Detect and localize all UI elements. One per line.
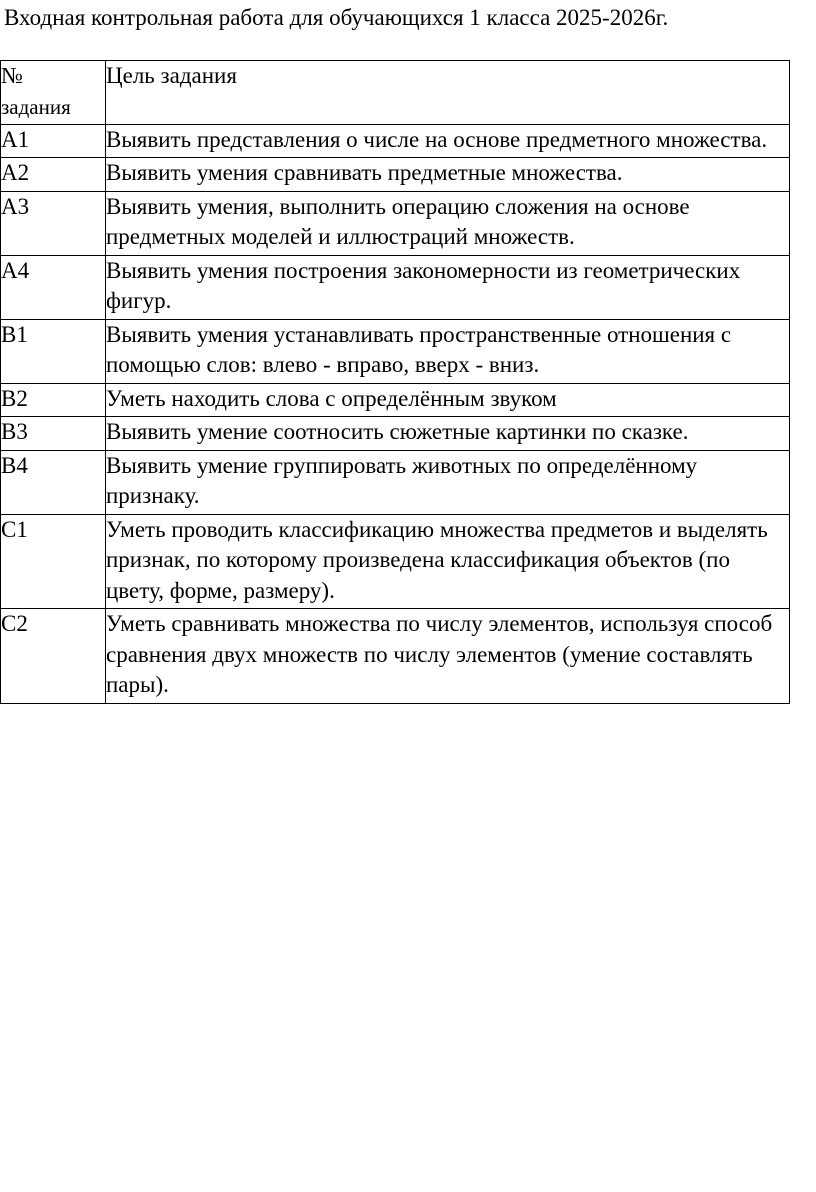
header-task-goal: Цель задания: [106, 61, 790, 125]
task-number-cell: В2: [1, 383, 106, 417]
table-header-row: [1, 61, 790, 125]
table-row: [1, 319, 790, 383]
header-number-word: задания: [1, 94, 71, 119]
header-task-number: [1, 61, 106, 125]
page-title: Входная контрольная работа для обучающихся 1 класса 2025-2026г.: [4, 5, 669, 30]
task-table: [0, 60, 790, 704]
task-number-cell: А1: [1, 124, 106, 158]
table-row: [1, 450, 790, 514]
task-goal-cell: Уметь находить слова с определённым звуком: [106, 383, 790, 417]
task-goal-cell: Уметь проводить классификацию множества предметов и выделять признак, по которому произведена классификация объектов (по цвету, форме, размеру).: [106, 514, 790, 609]
task-number-cell: В3: [1, 417, 106, 451]
task-goal-cell: Выявить умения, выполнить операцию сложения на основе предметных моделей и иллюстраций множеств.: [106, 191, 790, 255]
task-goal-cell: Выявить умения построения закономерности из геометрических фигур.: [106, 255, 790, 319]
table-row: [1, 514, 790, 609]
table-row: [1, 255, 790, 319]
table-row: [1, 383, 790, 417]
table-row: [1, 191, 790, 255]
task-number-cell: С1: [1, 514, 106, 609]
task-number-cell: С2: [1, 609, 106, 704]
table-row: [1, 158, 790, 192]
task-goal-cell: Выявить умения сравнивать предметные множества.: [106, 158, 790, 192]
task-number-cell: А4: [1, 255, 106, 319]
task-goal-cell: Выявить умения устанавливать пространственные отношения с помощью слов: влево - вправо, вверх - вниз.: [106, 319, 790, 383]
table-row: [1, 124, 790, 158]
task-goal-cell: Выявить представления о числе на основе предметного множества.: [106, 124, 790, 158]
header-number-symbol: №: [1, 63, 23, 88]
task-goal-cell: Выявить умение соотносить сюжетные картинки по сказке.: [106, 417, 790, 451]
task-goal-cell: Выявить умение группировать животных по определённому признаку.: [106, 450, 790, 514]
task-number-cell: А2: [1, 158, 106, 192]
table-row: [1, 609, 790, 704]
task-number-cell: В1: [1, 319, 106, 383]
task-goal-cell: Уметь сравнивать множества по числу элементов, используя способ сравнения двух множеств по числу элементов (умение составлять пары).: [106, 609, 790, 704]
table-row: [1, 417, 790, 451]
task-number-cell: В4: [1, 450, 106, 514]
task-number-cell: А3: [1, 191, 106, 255]
